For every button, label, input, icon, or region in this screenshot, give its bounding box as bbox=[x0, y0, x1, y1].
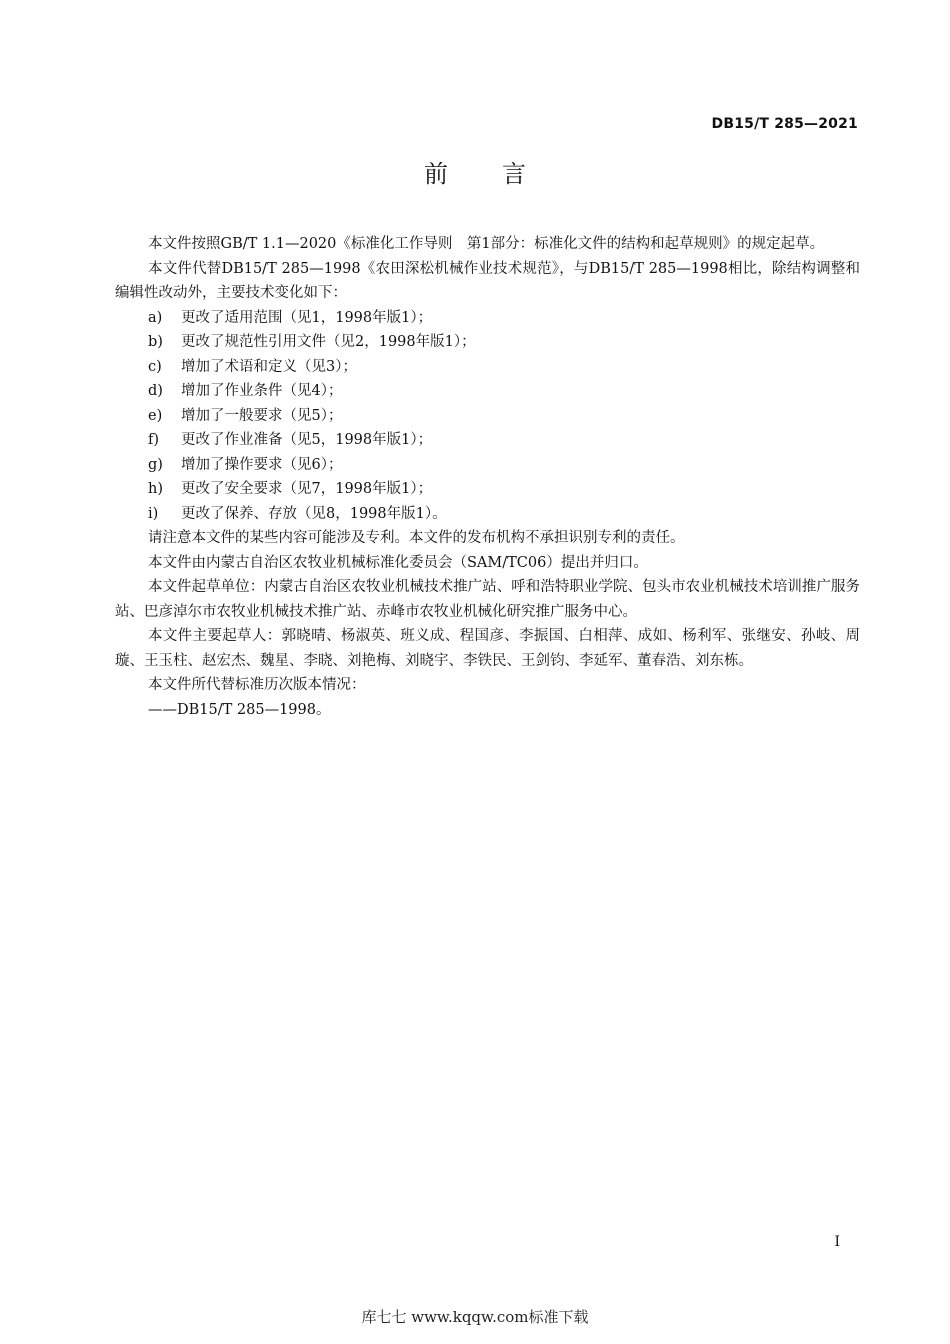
paragraph-proposer: 本文件由内蒙古自治区农牧业机械标准化委员会（SAM/TC06）提出并归口。 bbox=[148, 554, 648, 571]
paragraph-drafting-units: 本文件起草单位：内蒙古自治区农牧业机械技术推广站、呼和浩特职业学院、包头市农业机械技术培训推广服务站、巴彦淖尔市农牧业机械技术推广站、赤峰市农牧业机械化研究推广服务中心。 bbox=[115, 579, 860, 620]
list-item-mark: d) bbox=[148, 383, 163, 399]
list-item-mark: c) bbox=[148, 358, 162, 375]
list-item bbox=[115, 477, 860, 502]
list-item-mark: e) bbox=[148, 407, 163, 424]
paragraph-patent-notice: 请注意本文件的某些内容可能涉及专利。本文件的发布机构不承担识别专利的责任。 bbox=[148, 530, 685, 546]
list-item-mark: i) bbox=[148, 505, 159, 522]
page-title: 前言 bbox=[424, 160, 580, 188]
page-number: I bbox=[834, 1234, 840, 1250]
list-item-mark: g) bbox=[148, 456, 163, 473]
document-code: DB15/T 285—2021 bbox=[711, 116, 858, 132]
list-item-text: 增加了术语和定义（见3）； bbox=[181, 358, 357, 375]
list-item bbox=[115, 453, 860, 478]
list-item-text: 增加了作业条件（见4）； bbox=[181, 383, 343, 399]
list-item-text: 更改了安全要求（见7，1998年版1）； bbox=[181, 481, 433, 497]
list-item bbox=[115, 355, 860, 380]
list-item-mark: h) bbox=[148, 481, 163, 497]
list-item-text: 增加了一般要求（见5）； bbox=[181, 407, 343, 424]
list-item bbox=[115, 502, 860, 527]
list-item-text: 更改了适用范围（见1，1998年版1）； bbox=[181, 309, 433, 326]
list-item bbox=[115, 379, 860, 404]
paragraph-drafting-basis: 本文件按照GB/T 1.1—2020《标准化工作导则 第1部分：标准化文件的结构和起草规则》的规定起草。 bbox=[148, 236, 825, 252]
list-item-text: 更改了规范性引用文件（见2，1998年版1）； bbox=[181, 334, 476, 350]
changes-list bbox=[115, 306, 860, 527]
list-item-mark: f) bbox=[148, 432, 160, 448]
watermark-text: 库七七 www.kqqw.com标准下载 bbox=[361, 1308, 589, 1326]
paragraph-replacement: 本文件代替DB15/T 285—1998《农田深松机械作业技术规范》，与DB15/T 285—1998相比，除结构调整和编辑性改动外，主要技术变化如下： bbox=[115, 260, 860, 301]
list-item-mark: a) bbox=[148, 309, 163, 326]
paragraph-history-intro: 本文件所代替标准历次版本情况： bbox=[148, 677, 366, 693]
paragraph-drafters: 本文件主要起草人：郭晓晴、杨淑英、班义成、程国彦、李振国、白相萍、成如、杨利军、张继安、孙岐、周璇、王玉柱、赵宏杰、魏星、李晓、刘艳梅、刘晓宇、李铁民、王剑钧、李延军、董春浩、刘东栋。 bbox=[115, 628, 860, 669]
document-body bbox=[115, 232, 860, 722]
list-item-text: 增加了操作要求（见6）； bbox=[181, 456, 343, 473]
list-item-text: 更改了保养、存放（见8，1998年版1）。 bbox=[181, 505, 447, 522]
list-item bbox=[115, 404, 860, 429]
list-item bbox=[115, 330, 860, 355]
list-item-text: 更改了作业准备（见5，1998年版1）； bbox=[181, 432, 433, 448]
paragraph-history-item: ——DB15/T 285—1998。 bbox=[148, 701, 331, 718]
list-item bbox=[115, 428, 860, 453]
list-item bbox=[115, 306, 860, 331]
list-item-mark: b) bbox=[148, 334, 163, 350]
